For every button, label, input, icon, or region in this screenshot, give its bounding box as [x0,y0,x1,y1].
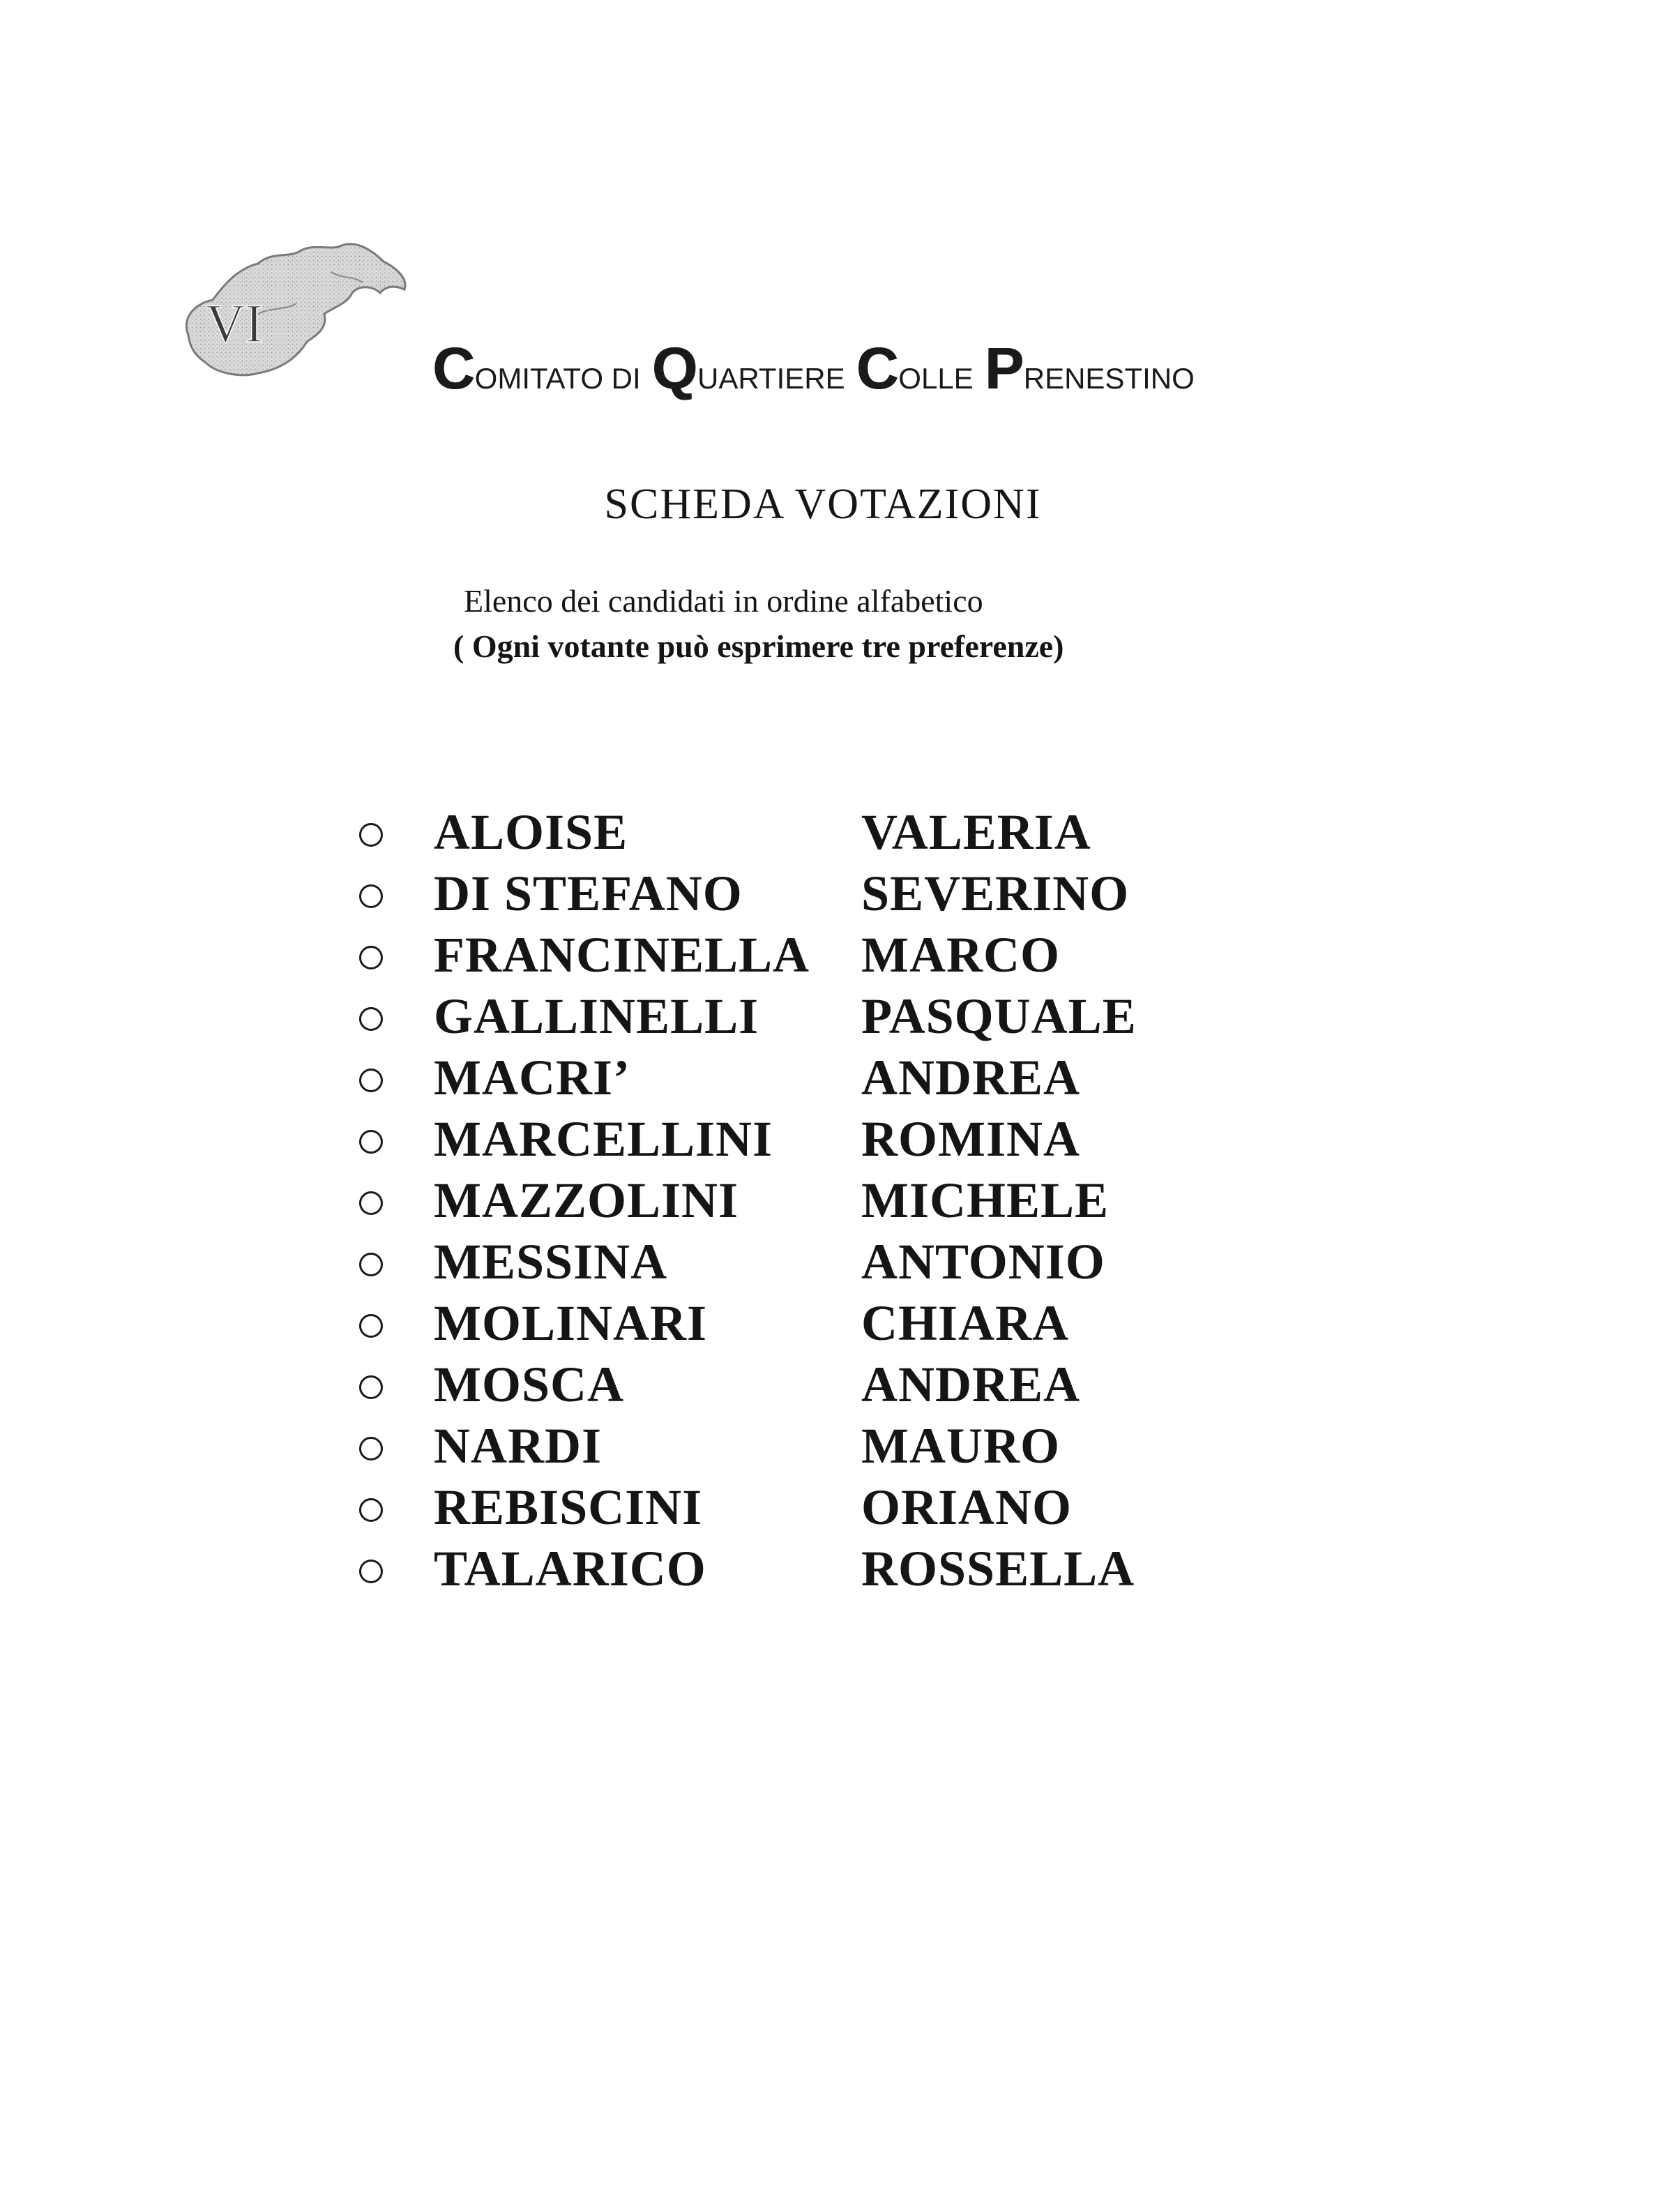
candidate-row [349,856,1255,921]
candidate-vote-circle[interactable] [359,884,383,908]
candidate-surname: MAZZOLINI [434,1172,739,1228]
candidate-first-name: ANDREA [861,1050,1081,1105]
candidate-first-name: PASQUALE [861,988,1137,1044]
candidate-vote-circle[interactable] [359,1314,383,1338]
candidate-first-name: ANTONIO [861,1234,1105,1290]
committee-initial-4: P [984,335,1024,401]
candidate-surname: GALLINELLI [434,988,759,1044]
candidate-vote-circle[interactable] [359,1437,383,1460]
candidate-vote-circle[interactable] [359,1191,383,1215]
committee-word-1: OMITATO DI [474,362,641,395]
committee-word-2: UARTIERE [697,362,845,395]
candidate-surname: NARDI [434,1418,603,1474]
candidate-row [349,918,1255,983]
committee-initial-1: C [432,335,475,401]
committee-initial-2: Q [651,335,698,401]
district-map-logo [174,230,418,391]
candidate-surname: MOLINARI [434,1295,708,1351]
candidate-row [349,1041,1255,1105]
candidate-surname: FRANCINELLA [434,927,810,983]
ballot-title: SCHEDA VOTAZIONI [604,481,1042,528]
candidate-vote-circle[interactable] [359,1069,383,1092]
candidate-vote-circle[interactable] [359,1560,383,1583]
candidate-vote-circle[interactable] [359,1253,383,1276]
candidate-row [349,1102,1255,1167]
candidate-surname: REBISCINI [434,1479,703,1535]
candidate-row [349,1163,1255,1228]
committee-name [432,335,1269,412]
logo-roman-numeral: VI [206,293,264,354]
ballot-subtitle: Elenco dei candidati in ordine alfabetico [464,583,983,619]
candidate-surname: MACRI’ [434,1050,630,1105]
candidate-surname: ALOISE [434,804,628,860]
candidate-row [349,1470,1255,1535]
candidate-row [349,1286,1255,1351]
candidate-vote-circle[interactable] [359,946,383,969]
candidate-vote-circle[interactable] [359,1007,383,1031]
candidate-surname: TALARICO [434,1541,706,1597]
candidate-first-name: MARCO [861,927,1060,983]
candidate-first-name: MAURO [861,1418,1060,1474]
candidate-row [349,979,1255,1044]
committee-initial-3: C [856,335,899,401]
candidate-first-name: ROMINA [861,1111,1080,1167]
candidate-row [349,1532,1255,1597]
candidate-vote-circle[interactable] [359,1498,383,1522]
candidate-vote-circle[interactable] [359,1130,383,1154]
candidate-first-name: VALERIA [861,804,1091,860]
candidate-row [349,795,1255,860]
candidate-first-name: ROSSELLA [861,1541,1135,1597]
candidate-first-name: MICHELE [861,1172,1110,1228]
candidate-surname: DI STEFANO [434,866,743,921]
candidate-first-name: CHIARA [861,1295,1070,1351]
candidate-row [349,1409,1255,1474]
candidate-first-name: ORIANO [861,1479,1073,1535]
candidate-row [349,1225,1255,1290]
candidate-surname: MARCELLINI [434,1111,773,1167]
candidate-surname: MESSINA [434,1234,668,1290]
ballot-voting-note: ( Ogni votante può esprimere tre preferenze) [453,628,1064,664]
committee-word-3: OLLE [898,362,974,395]
candidate-vote-circle[interactable] [359,823,383,847]
candidate-surname: MOSCA [434,1357,624,1412]
candidate-first-name: SEVERINO [861,866,1130,921]
candidate-row [349,1348,1255,1412]
candidate-vote-circle[interactable] [359,1375,383,1399]
committee-word-4: RENESTINO [1023,362,1195,395]
candidate-list [349,795,1255,1597]
candidate-first-name: ANDREA [861,1357,1081,1412]
